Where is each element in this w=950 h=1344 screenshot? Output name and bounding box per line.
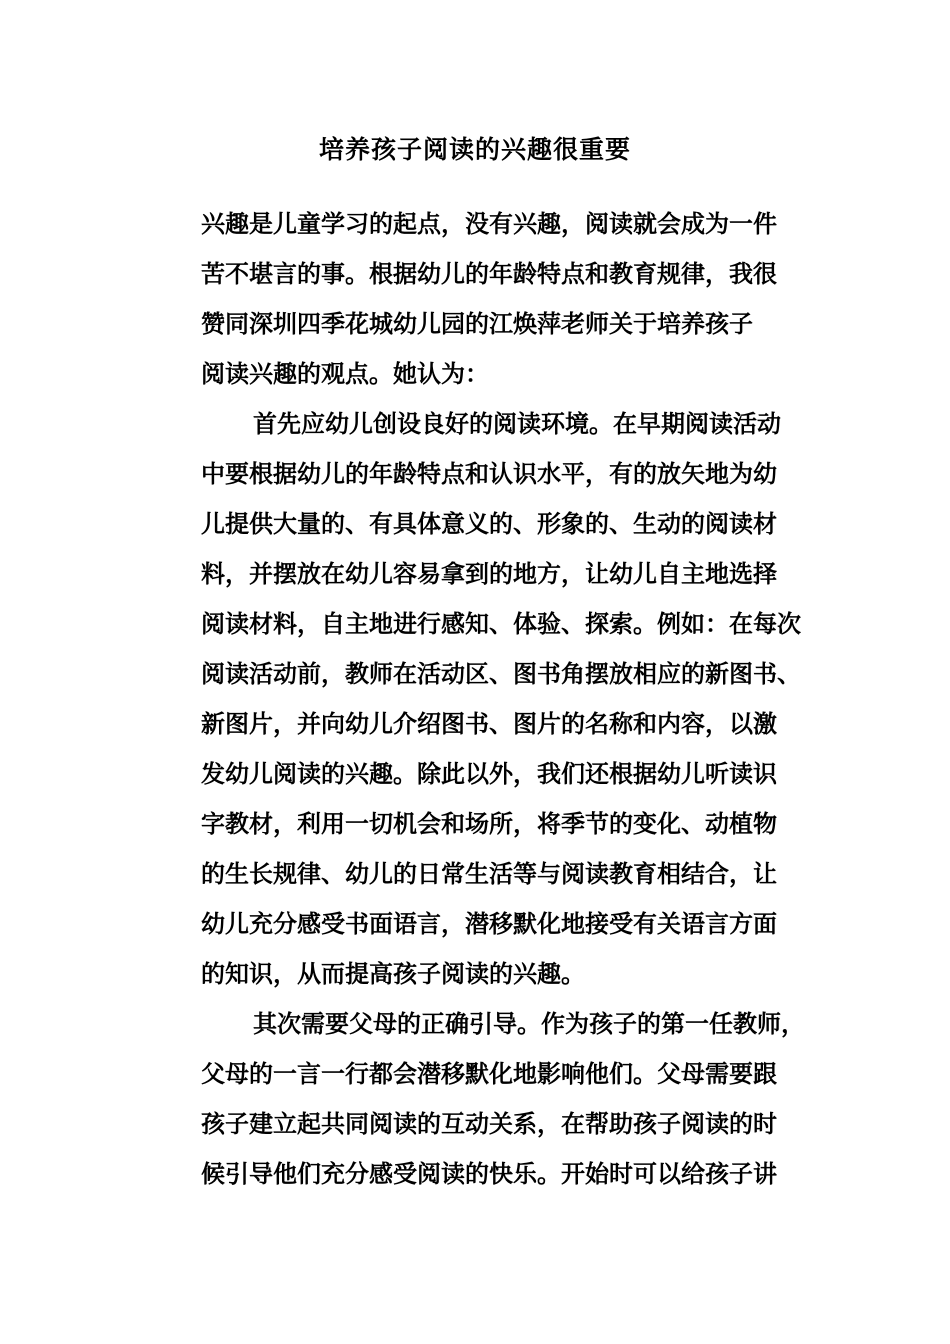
- text-line: 其次需要父母的正确引导。作为孩子的第一任教师，: [253, 1010, 805, 1038]
- paragraph-2: [201, 399, 821, 999]
- text-line: 中要根据幼儿的年龄特点和认识水平，有的放矢地为幼: [201, 460, 777, 488]
- text-line: 首先应幼儿创设良好的阅读环境。在早期阅读活动: [253, 410, 781, 438]
- text-line: 字教材，利用一切机会和场所，将季节的变化、动植物: [201, 810, 777, 838]
- paragraph-1: [201, 199, 821, 399]
- text-line: 新图片，并向幼儿介绍图书、图片的名称和内容，以激: [201, 710, 777, 738]
- text-line: 候引导他们充分感受阅读的快乐。开始时可以给孩子讲: [201, 1160, 777, 1188]
- text-line: 料，并摆放在幼儿容易拿到的地方，让幼儿自主地选择: [201, 560, 777, 588]
- document-title: 培养孩子阅读的兴趣很重要: [318, 135, 631, 164]
- text-line: 兴趣是儿童学习的起点，没有兴趣，阅读就会成为一件: [201, 210, 777, 238]
- text-line: 阅读活动前，教师在活动区、图书角摆放相应的新图书、: [201, 660, 801, 688]
- text-line: 阅读材料，自主地进行感知、体验、探索。例如：在每次: [201, 610, 801, 638]
- paragraph-3: [201, 999, 821, 1199]
- text-line: 的知识，从而提高孩子阅读的兴趣。: [201, 960, 585, 988]
- text-line: 阅读兴趣的观点。她认为：: [201, 360, 489, 388]
- text-line: 父母的一言一行都会潜移默化地影响他们。父母需要跟: [201, 1060, 777, 1088]
- text-line: 赞同深圳四季花城幼儿园的江焕萍老师关于培养孩子: [201, 310, 753, 338]
- text-line: 发幼儿阅读的兴趣。除此以外，我们还根据幼儿听读识: [201, 760, 777, 788]
- text-line: 的生长规律、幼儿的日常生活等与阅读教育相结合，让: [201, 860, 777, 888]
- text-line: 苦不堪言的事。根据幼儿的年龄特点和教育规律，我很: [201, 260, 777, 288]
- text-line: 孩子建立起共同阅读的互动关系，在帮助孩子阅读的时: [201, 1110, 777, 1138]
- text-line: 幼儿充分感受书面语言，潜移默化地接受有关语言方面: [201, 910, 777, 938]
- document-body: [201, 199, 821, 1199]
- text-line: 儿提供大量的、有具体意义的、形象的、生动的阅读材: [201, 510, 777, 538]
